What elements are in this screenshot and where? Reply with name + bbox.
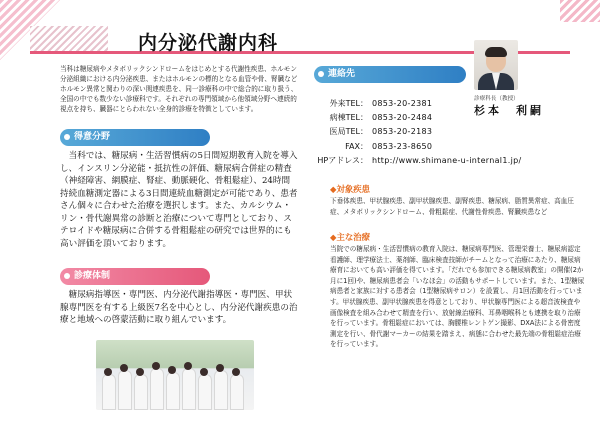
corner-decoration-right [560, 0, 600, 22]
contact-key: 医局TEL： [329, 127, 368, 137]
bullet-icon [64, 273, 70, 279]
treatment-text: 当院での糖尿病・生活習慣病の教育入院は、糖尿病専門医、管理栄養士、糖尿病認定看護師、理学療法士、薬剤師、臨床検査技師がチームとなって治療にあたり、糖尿病療育においても高い評価を得ています。「だれでも参加できる糖尿病教室」の開催(2か月に1回)や、糖尿病患者会「いなほ会」の活動もサポートしています。また、1型糖尿病患者と家族に対する患者会（1型糖尿病サロン）を設置し、月1回活動を行っています。甲状腺疾患、副甲状腺疾患を得意としており、甲状腺専門医による超音波検査や画像検査を組み合わせて精査を行い、放射線治療科、耳鼻咽喉科とも連携を取り治療を行っています。骨粗鬆症においては、胸腰椎レントゲン撮影、DXA法による骨密度測定を行い、骨代謝マーカーの結果を踏まえ、病態に合わせた最先端の骨粗鬆症治療を行っています。 [330, 245, 585, 349]
treatment-heading: ◆主な治療 [330, 232, 370, 242]
homepage-link[interactable]: http://www.shimane-u-internal1.jp/ [372, 155, 522, 165]
contact-key: 外来TEL： [329, 99, 368, 108]
bullet-icon [64, 134, 70, 140]
diseases-text: 下垂体疾患、甲状腺疾患、副甲状腺疾患、副腎疾患、糖尿病、脂質異常症、高血圧症、メタボリックシンドローム、骨粗鬆症、代謝性骨疾患、腎臓疾患など [330, 197, 574, 216]
section-head-contact [314, 66, 466, 83]
title-stripe-block [30, 26, 108, 51]
section-label: 得意分野 [74, 132, 111, 142]
professor-portrait [474, 40, 518, 90]
contact-row [314, 97, 521, 111]
section-head-tokui [60, 129, 210, 146]
contact-key: 病棟TEL： [329, 113, 368, 123]
page-title: 内分泌代謝内科 [138, 32, 279, 54]
contact-key: HPアドレス： [317, 155, 368, 165]
section-label: 診療体制 [74, 271, 111, 281]
professor-name: 杉本 利嗣 [474, 104, 544, 117]
shinryo-text: 糖尿病指導医・専門医、内分泌代謝指導医・専門医、甲状腺専門医を有する上級医7名を中心とし、内分泌代謝疾患の治療と地域への啓蒙活動に取り組んでいます。 [60, 290, 298, 325]
contact-row [314, 111, 521, 125]
contact-value: 0853-20-2381 [372, 99, 433, 108]
section-label: 連絡先 [328, 69, 356, 79]
contact-value: 0853-20-2484 [372, 113, 433, 123]
diseases-heading: ◆対象疾患 [330, 184, 370, 194]
bullet-icon [318, 71, 324, 77]
contact-key: FAX： [345, 141, 368, 151]
tokui-text: 当科では、糖尿病・生活習慣病の5日間短期教育入院を導入し、インスリン分泌能・抵抗性の評価、糖尿病合併症の精査（神経障害、網膜症、腎症、動脈硬化、骨粗鬆症）、24時間持続血糖測定器による3日間連続血糖測定が可能であり、患者さん個々に合わせた治療を選択します。また、カルシウム・リン・骨代謝異常の診断と治療について専門としており、ステロイドや糖尿病に合併する骨粗鬆症の研究では世界的にも高い評価を頂いております。 [60, 151, 298, 249]
contact-value: 0853-23-8650 [372, 141, 433, 151]
section-head-shinryo [60, 268, 210, 285]
contact-row [314, 154, 521, 168]
staff-group-photo [96, 340, 254, 410]
contact-value: 0853-20-2183 [372, 127, 433, 137]
intro-text: 当科は糖尿病やメタボリックシンドロームをはじめとする代謝性疾患、ホルモン分泌組織における内分泌疾患、またはホルモンの標的となる血管や骨、腎臓などホルモン異常と関わりの深い関連疾患を、同一診療科の中で総合的に取り扱う、全国の中でも数少ない診療科です。それぞれの専門領域から他領域分野へ連続的視点を持ち、臓器にとらわれない全身的診療を特徴としています。 [60, 65, 298, 113]
contact-table [314, 97, 521, 168]
professor-title: 診療科長（教授） [474, 96, 519, 102]
contact-row [314, 140, 521, 154]
contact-row [314, 125, 521, 139]
